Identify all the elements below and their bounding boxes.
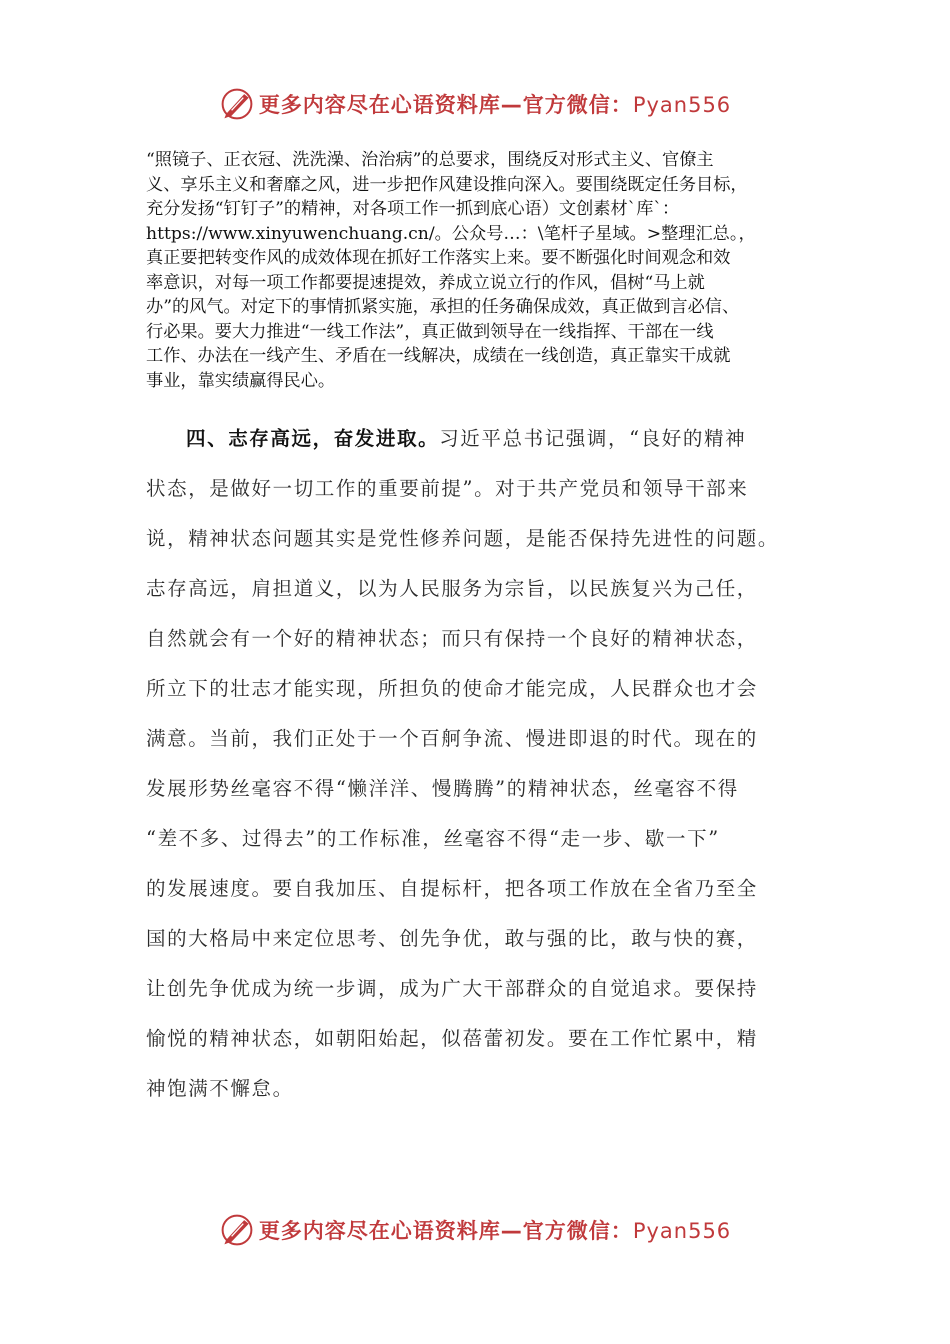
pen-nib-icon <box>219 86 255 122</box>
text-line: “差不多、过得去”的工作标准，丝毫容不得“走一步、歇一下” <box>146 827 720 850</box>
header-watermark-banner <box>0 84 950 124</box>
text-line: 充分发扬“钉钉子”的精神，对各项工作一抓到底心语）文创素材`库`： <box>146 199 680 219</box>
text-line: 办”的风气。对定下的事情抓紧实施，承担的任务确保成效，真正做到言必信、 <box>146 297 740 317</box>
text-line: 愉悦的精神状态，如朝阳始起，似蓓蕾初发。要在工作忙累中，精 <box>146 1027 758 1050</box>
text-line: 发展形势丝毫容不得“懒洋洋、慢腾腾”的精神状态，丝毫容不得 <box>146 777 739 800</box>
text-line: 工作、办法在一线产生、矛盾在一线解决，成绩在一线创造，真正靠实干成就 <box>146 346 731 366</box>
text-line: 所立下的壮志才能实现，所担负的使命才能完成，人民群众也才会 <box>146 677 758 700</box>
text-line: https://www.xinyuwenchuang.cn/。公众号…：\笔杆子星域。>整理汇总。， <box>146 223 756 244</box>
text-line: 真正要把转变作风的成效体现在抓好工作落实上来。要不断强化时间观念和效 <box>146 248 731 268</box>
text-line: 志存高远，肩担道义，以为人民服务为宗旨，以民族复兴为己任， <box>146 577 758 600</box>
text-line: 让创先争优成为统一步调，成为广大干部群众的自觉追求。要保持 <box>146 977 758 1000</box>
banner-text: 更多内容尽在心语资料库—官方微信：Pyan556 <box>258 93 732 117</box>
banner-handle: Pyan556 <box>632 93 732 117</box>
text-line: “照镜子、正衣冠、洗洗澡、治治病”的总要求，围绕反对形式主义、官僚主 <box>146 150 714 170</box>
text-line: 义、享乐主义和奢靡之风，进一步把作风建设推向深入。要围绕既定任务目标， <box>146 174 748 195</box>
text-line: 事业，靠实绩赢得民心。 <box>146 370 336 391</box>
section-heading: 四、志存高远，奋发进取。 <box>186 427 440 450</box>
text-line: 状态，是做好一切工作的重要前提”。对于共产党员和领导干部来 <box>146 477 749 500</box>
text-line: 四、志存高远，奋发进取。习近平总书记强调，“良好的精神 <box>186 427 747 450</box>
pen-nib-icon <box>219 1212 255 1248</box>
banner-text: 更多内容尽在心语资料库—官方微信：Pyan556 <box>258 1219 732 1243</box>
text-line: 的发展速度。要自我加压、自提标杆，把各项工作放在全省乃至全 <box>146 877 758 900</box>
text-line: 自然就会有一个好的精神状态；而只有保持一个良好的精神状态， <box>146 627 758 650</box>
paragraph-work-style <box>146 148 816 393</box>
text-line: 神饱满不懈怠。 <box>146 1077 294 1100</box>
paragraph-ambition <box>146 414 826 1114</box>
text-line: 行必果。要大力推进“一线工作法”，真正做到领导在一线指挥、干部在一线 <box>146 321 714 342</box>
text-line: 率意识，对每一项工作都要提速提效，养成立说立行的作风，倡树“马上就 <box>146 272 705 293</box>
text-line: 满意。当前，我们正处于一个百舸争流、慢进即退的时代。现在的 <box>146 727 758 750</box>
banner-handle: Pyan556 <box>632 1219 732 1243</box>
text-line: 说，精神状态问题其实是党性修养问题，是能否保持先进性的问题。 <box>146 527 780 550</box>
footer-watermark-banner <box>0 1210 950 1250</box>
text-line: 国的大格局中来定位思考、创先争优，敢与强的比，敢与快的赛， <box>146 927 758 950</box>
